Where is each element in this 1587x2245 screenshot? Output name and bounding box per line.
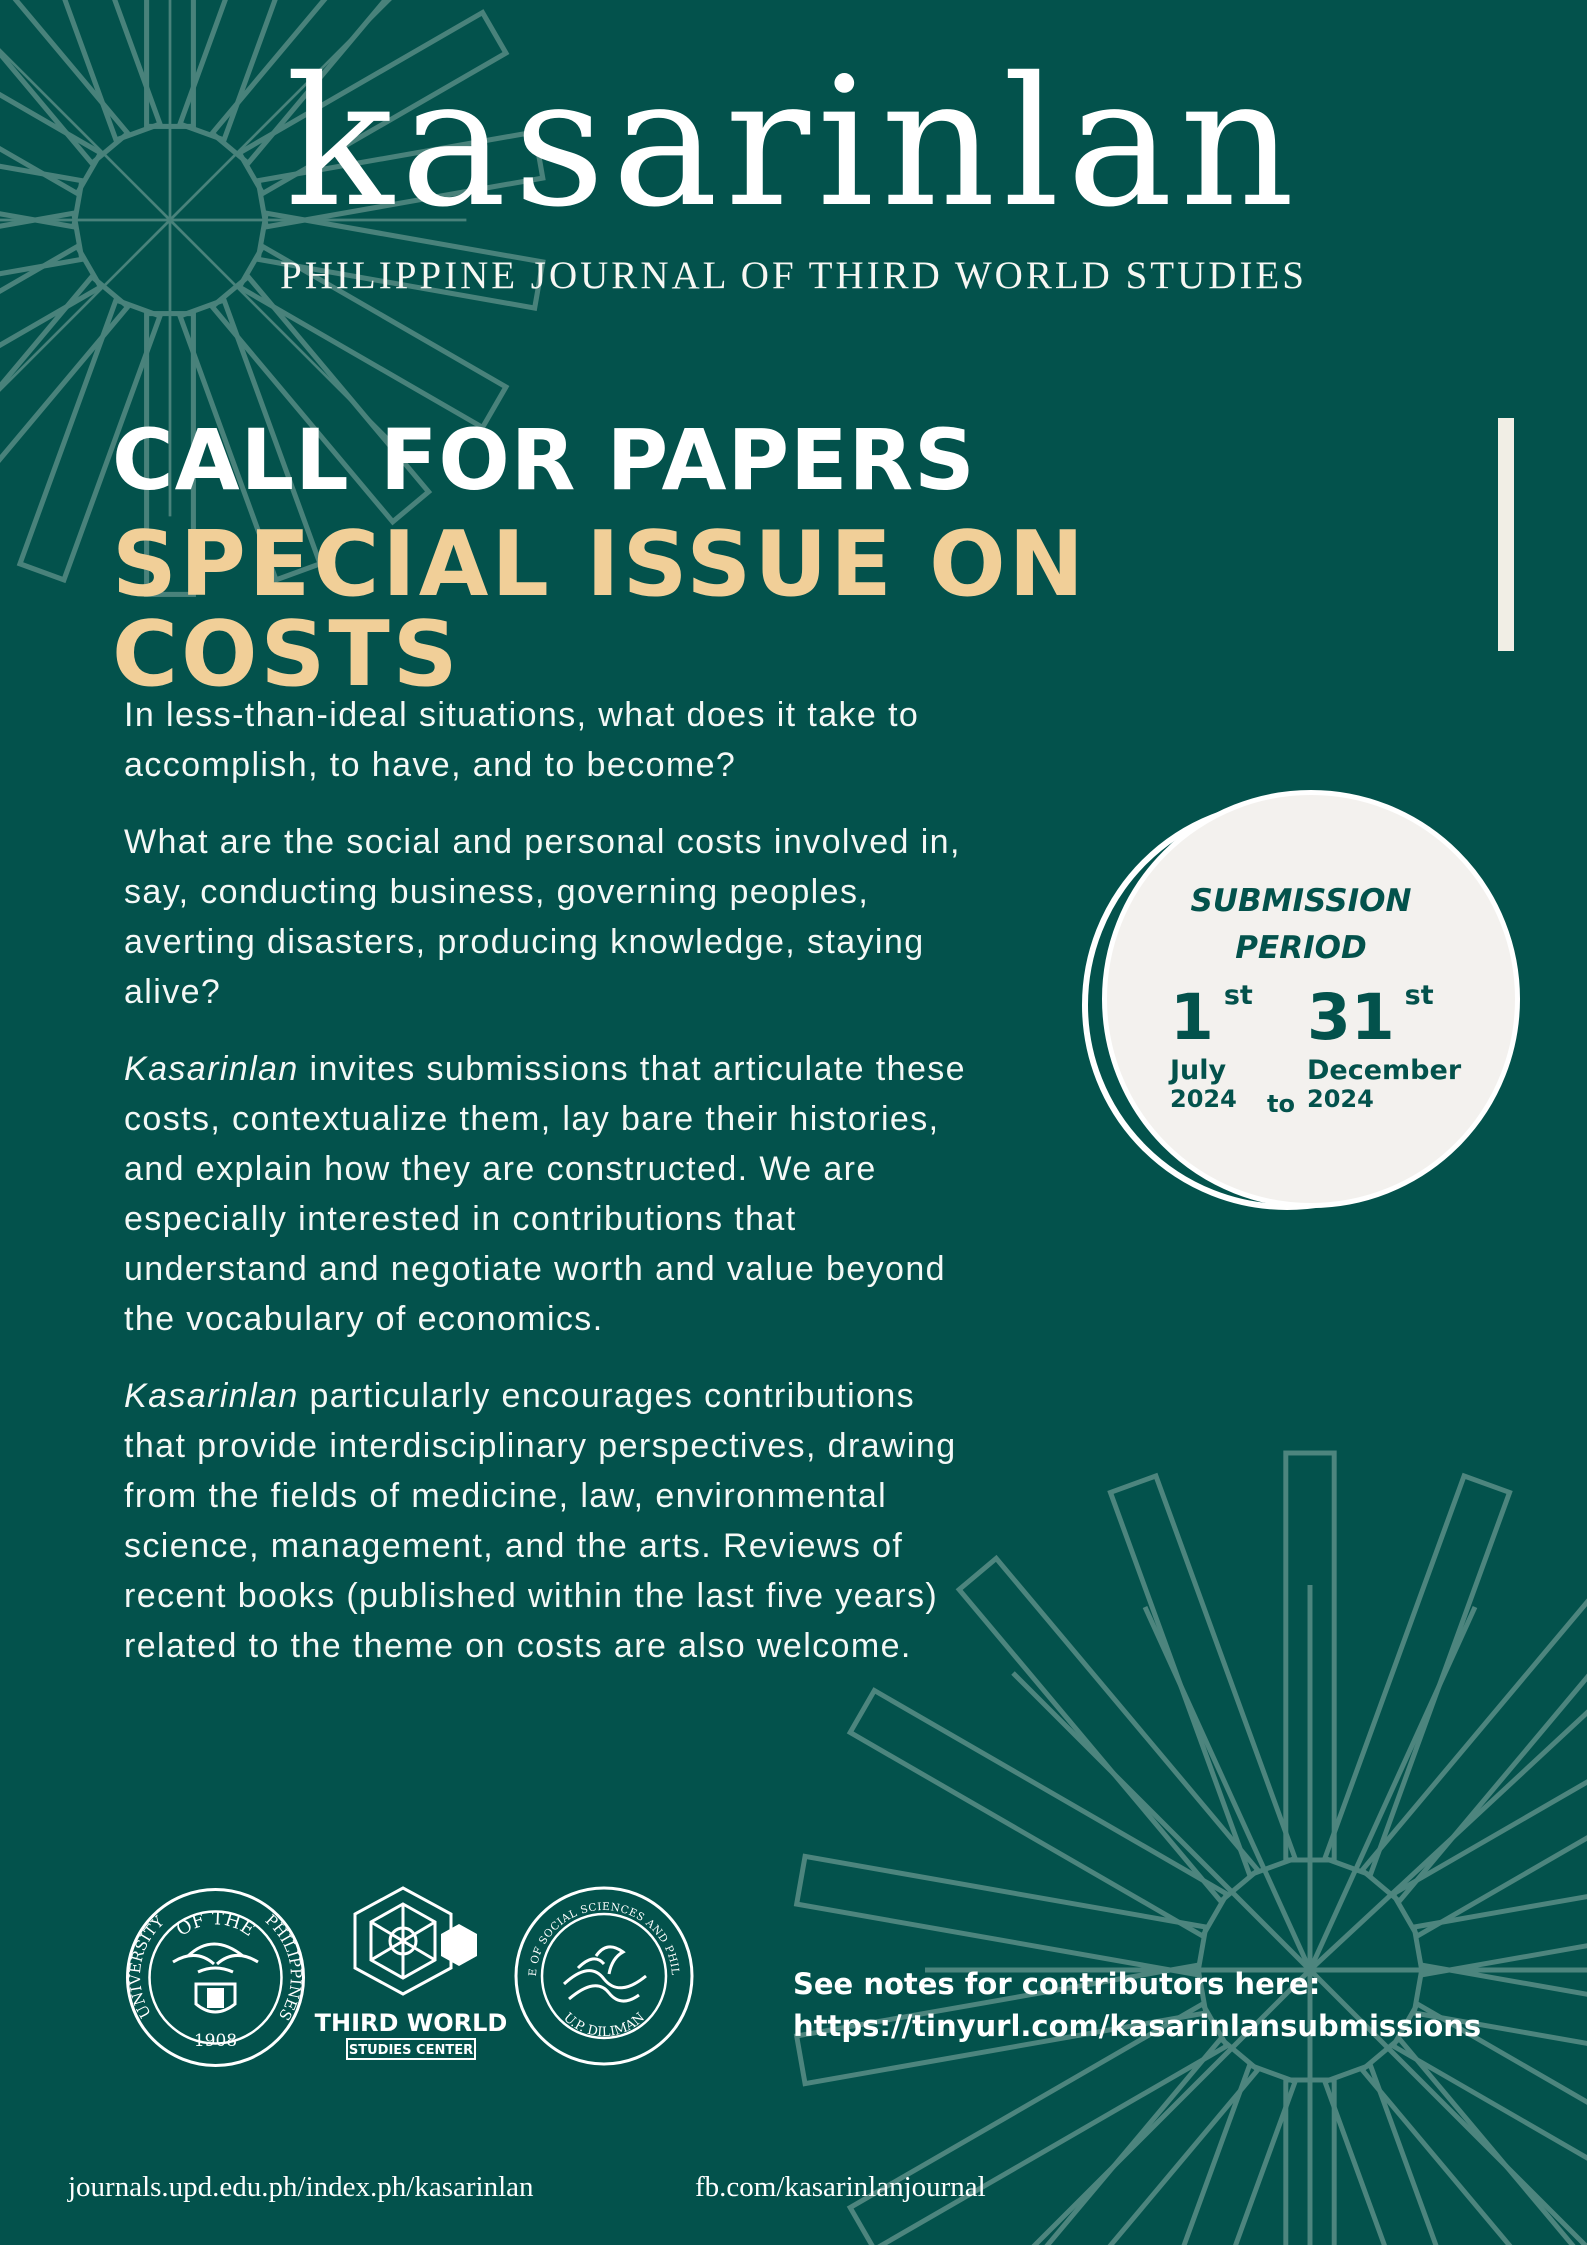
start-month: July: [1170, 1055, 1227, 1086]
description-paragraph-4-text: particularly encourages contributions that provide interdisciplinary perspectives, drawing from the fields of medicine, law, environmental science, management, and the arts. Reviews of recent books (published within the last five years) related to the theme on costs are also welcome.: [124, 1377, 957, 1665]
end-day: 31: [1307, 981, 1395, 1054]
svg-text:OF THE: [173, 1908, 259, 1941]
accent-bar: [1498, 418, 1514, 651]
journal-website-link[interactable]: journals.upd.edu.ph/index.ph/kasarinlan: [68, 2171, 534, 2203]
description-paragraph-2: What are the social and personal costs involved in, say, conducting business, governing peoples, averting disasters, producing knowledge, staying alive?: [124, 823, 961, 1011]
call-for-papers-title: CALL FOR PAPERS: [112, 411, 976, 509]
end-year: 2024: [1307, 1085, 1374, 1113]
submission-period-badge: [1062, 780, 1532, 1250]
cssp-ring-text: COLLEGE OF SOCIAL SCIENCES AND PHILOSOPHY: [503, 1871, 682, 1977]
submission-title-line-1: SUBMISSION: [1190, 883, 1412, 919]
submission-start-date: [1170, 980, 1253, 1113]
svg-text:U.P. DILIMAN: [560, 2010, 648, 2040]
journal-title: kasarinlan: [285, 39, 1302, 246]
contributor-notes: [793, 1963, 1513, 2047]
up-seal-year: 1908: [193, 2031, 238, 2051]
special-issue-title: SPECIAL ISSUE ON COSTS: [112, 512, 1087, 707]
contributor-notes-label: See notes for contributors here:: [793, 1967, 1321, 2001]
submission-title-line-2: PERIOD: [1235, 930, 1367, 966]
college-seal-icon: [503, 1871, 700, 2072]
start-day: 1: [1170, 981, 1214, 1054]
date-range-connector: to: [1267, 1090, 1295, 1118]
svg-text:COLLEGE OF SOCIAL SCIENCES AND: [503, 1871, 681, 1977]
svg-text:PHILIPPINES: [262, 1911, 305, 2024]
submission-period-title: [1146, 878, 1456, 972]
call-description: [124, 690, 974, 1698]
twsc-main-text: THIRD WORLD: [314, 2009, 508, 2037]
contributor-notes-link[interactable]: https://tinyurl.com/kasarinlansubmissions: [793, 2009, 1482, 2043]
journal-name-italic: Kasarinlan: [124, 1377, 299, 1415]
call-for-papers-heading: [112, 411, 1452, 707]
third-world-studies-center-icon: [314, 1880, 508, 2070]
submission-end-date: [1307, 980, 1462, 1113]
journal-name-italic: Kasarinlan: [124, 1050, 299, 1088]
facebook-page-link[interactable]: fb.com/kasarinlanjournal: [695, 2171, 986, 2203]
up-seal-left-text: UNIVERSITY: [125, 1912, 168, 2022]
description-paragraph-4: [124, 1371, 974, 1671]
description-paragraph-3-text: invites submissions that articulate these costs, contextualize them, lay bare their histories, and explain how they are constructed. We are especially interested in contributions that understand and negotiate worth and value beyond the vocabulary of economics.: [124, 1050, 966, 1338]
up-seal-top-text: OF THE: [172, 1908, 259, 1941]
end-month: December: [1307, 1055, 1462, 1086]
up-seal-right-text: PHILIPPINES: [261, 1910, 306, 2024]
twsc-sub-text: STUDIES CENTER: [348, 2043, 474, 2058]
journal-subtitle: PHILIPPINE JOURNAL OF THIRD WORLD STUDIES: [280, 254, 1307, 297]
description-paragraph-1: In less-than-ideal situations, what does it take to accomplish, to have, and to become?: [124, 696, 920, 784]
institution-logos: [118, 1871, 718, 2080]
journal-masthead: [0, 39, 1587, 298]
end-day-suffix: st: [1404, 980, 1434, 1011]
university-seal-icon: [118, 1880, 313, 2075]
description-paragraph-3: [124, 1044, 974, 1344]
start-day-suffix: st: [1223, 980, 1253, 1011]
cssp-bottom-text: U.P. DILIMAN: [560, 2010, 648, 2041]
svg-text:UNIVERSITY: [126, 1912, 168, 2021]
start-year: 2024: [1170, 1085, 1237, 1113]
